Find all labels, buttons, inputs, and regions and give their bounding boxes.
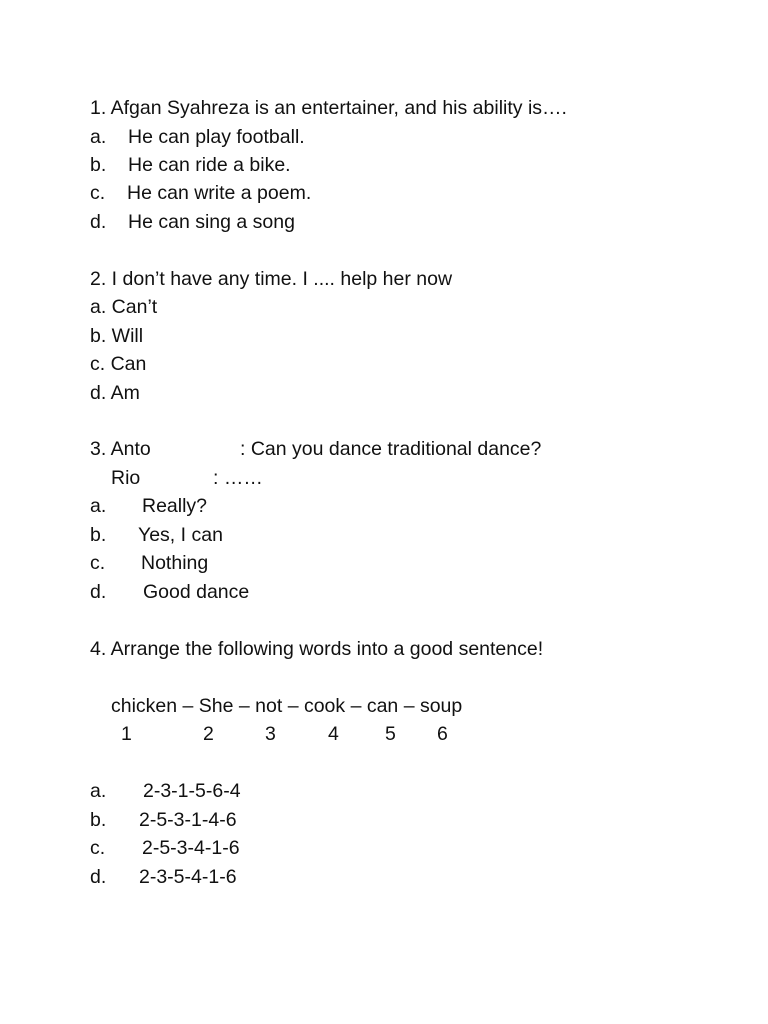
word-number: 2 <box>203 723 214 745</box>
option-marker: a. <box>90 495 107 517</box>
option-marker: d. <box>90 211 107 233</box>
question-4-stem-text: 4. Arrange the following words into a good sentence! <box>90 638 544 660</box>
option-marker: a. <box>90 780 107 802</box>
option-text: 2-3-5-4-1-6 <box>139 866 237 888</box>
option-marker: d. <box>90 866 107 888</box>
option-marker: b. <box>90 809 107 831</box>
option-text: Yes, I can <box>138 524 223 546</box>
option-marker: b. <box>90 154 107 176</box>
option-text: c. Can <box>90 353 147 375</box>
dialogue-speaker: Rio <box>111 467 141 489</box>
word-list-text: chicken – She – not – cook – can – soup <box>111 695 463 717</box>
option-marker: d. <box>90 581 107 603</box>
dialogue-speaker: 3. Anto <box>90 438 151 460</box>
option-text: 2-5-3-1-4-6 <box>139 809 237 831</box>
option-text: 2-3-1-5-6-4 <box>143 780 241 802</box>
option-text: He can write a poem. <box>127 182 312 204</box>
option-text: Really? <box>142 495 208 517</box>
question-2-stem-text: 2. I don’t have any time. I .... help her now <box>90 268 453 290</box>
dialogue-line: : Can you dance traditional dance? <box>240 438 542 460</box>
option-marker: b. <box>90 524 107 546</box>
option-marker: c. <box>90 182 106 204</box>
dialogue-line: : …… <box>213 467 263 489</box>
option-text: Good dance <box>143 581 250 603</box>
option-text: b. Will <box>90 325 144 347</box>
word-number: 1 <box>121 723 132 745</box>
word-number: 4 <box>328 723 339 745</box>
word-number: 6 <box>437 723 448 745</box>
word-number: 5 <box>385 723 396 745</box>
option-text: 2-5-3-4-1-6 <box>142 837 240 859</box>
option-text: He can sing a song <box>128 211 295 233</box>
option-text: He can ride a bike. <box>128 154 291 176</box>
option-marker: a. <box>90 126 107 148</box>
word-number: 3 <box>265 723 276 745</box>
option-text: a. Can’t <box>90 296 158 318</box>
option-text: d. Am <box>90 382 140 404</box>
option-marker: c. <box>90 837 106 859</box>
option-text: He can play football. <box>128 126 305 148</box>
question-1-stem-text: 1. Afgan Syahreza is an entertainer, and his ability is…. <box>90 97 567 119</box>
option-text: Nothing <box>141 552 209 574</box>
option-marker: c. <box>90 552 106 574</box>
